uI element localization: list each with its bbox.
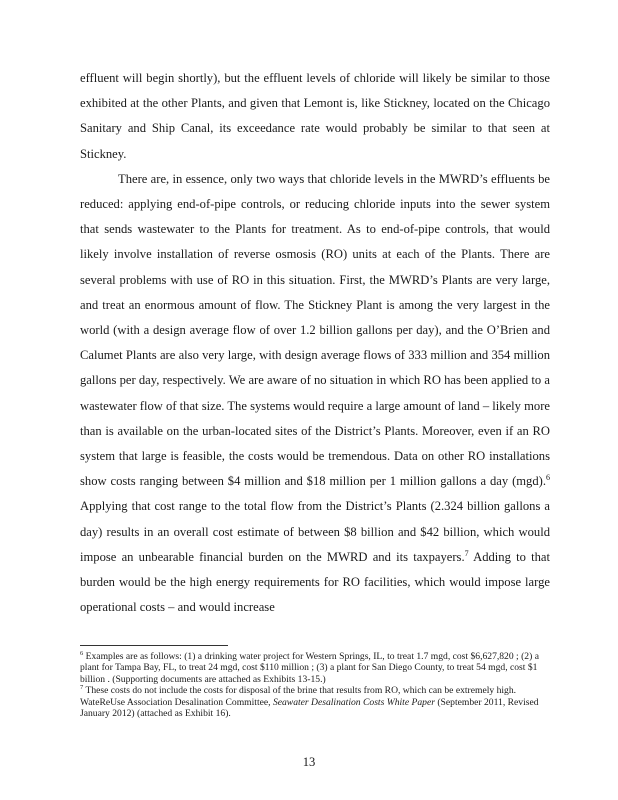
footnote-7 [80, 685, 550, 719]
footnote-marker: 7 [80, 684, 84, 692]
footnotes [80, 651, 550, 719]
paragraph-text: There are, in essence, only two ways that chloride levels in the MWRD’s effluents be reduced: applying end-of-pipe controls, or reducing chloride inputs into the sewer system that sends wastewater to the Plants for treatment. As to end-of-pipe controls, that would likely involve installation of reverse osmosis (RO) units at each of the Plants. There are several problems with use of RO in this situation. First, the MWRD’s Plants are very large, and treat an enormous amount of flow. The Stickney Plant is among the very largest in the world (with a design average flow of over 1.2 billion gallons per day), and the O’Brien and Calumet Plants are also very large, with design average flows of 333 million and 354 million gallons per day, respectively. We are aware of no situation in which RO has been applied to a wastewater flow of that size. The systems would require a large amount of land – likely more than is available on the urban-located sites of the District’s Plants. Moreover, even if an RO system that large is feasible, the costs would be tremendous. Data on other RO installations show costs ranging between $4 million and $18 million per 1 million gallons a day (mgd). [80, 171, 550, 489]
footnote-citation-title: Seawater Desalination Costs White Paper [272, 696, 435, 708]
footnote-text: These costs do not include the costs for disposal of the brine that results from RO, which can be extremely high. WateReUse Association Desalination Committee, [80, 685, 517, 708]
paragraph-ro-controls [80, 167, 550, 621]
footnote-ref-6: 6 [546, 473, 550, 483]
page-number: 13 [302, 755, 316, 769]
paragraph-continued: effluent will begin shortly), but the effluent levels of chloride will likely be similar to those exhibited at the other Plants, and given that Lemont is, like Stickney, located on the Chicago Sanitary and Ship Canal, its exceedance rate would probably be similar to that seen at Stickney. [80, 71, 550, 161]
footnote-ref-7: 7 [464, 548, 469, 558]
footnote-separator [80, 645, 228, 646]
body-text [80, 66, 550, 620]
footnote-text: Examples are as follows: (1) a drinking water project for Western Springs, IL, to treat 1.7 mgd, cost $6,627,820 ; (2) a plant for Tampa Bay, FL, to treat 24 mgd, cost $110 million ; (3) a plant for San Diego County, to treat 54 mgd, cost $1 billion . (Supporting documents are attached as Exhibits 13-15.) [80, 651, 539, 685]
footnote-text: (September 2011, Revised January 2012) (attached as Exhibit 16). [80, 696, 539, 720]
footnote-6 [80, 651, 550, 685]
paragraph-text: Adding to that burden would be the high energy requirements for RO facilities, which would impose large operational costs – and would increase [80, 549, 550, 615]
footnote-marker: 6 [80, 649, 84, 657]
paragraph-text: Applying that cost range to the total flow from the District’s Plants (2.324 billion gallons a day) results in an overall cost estimate of between $8 billion and $42 billion, which would impose an unbearable financial burden on the MWRD and its taxpayers. [80, 499, 550, 564]
